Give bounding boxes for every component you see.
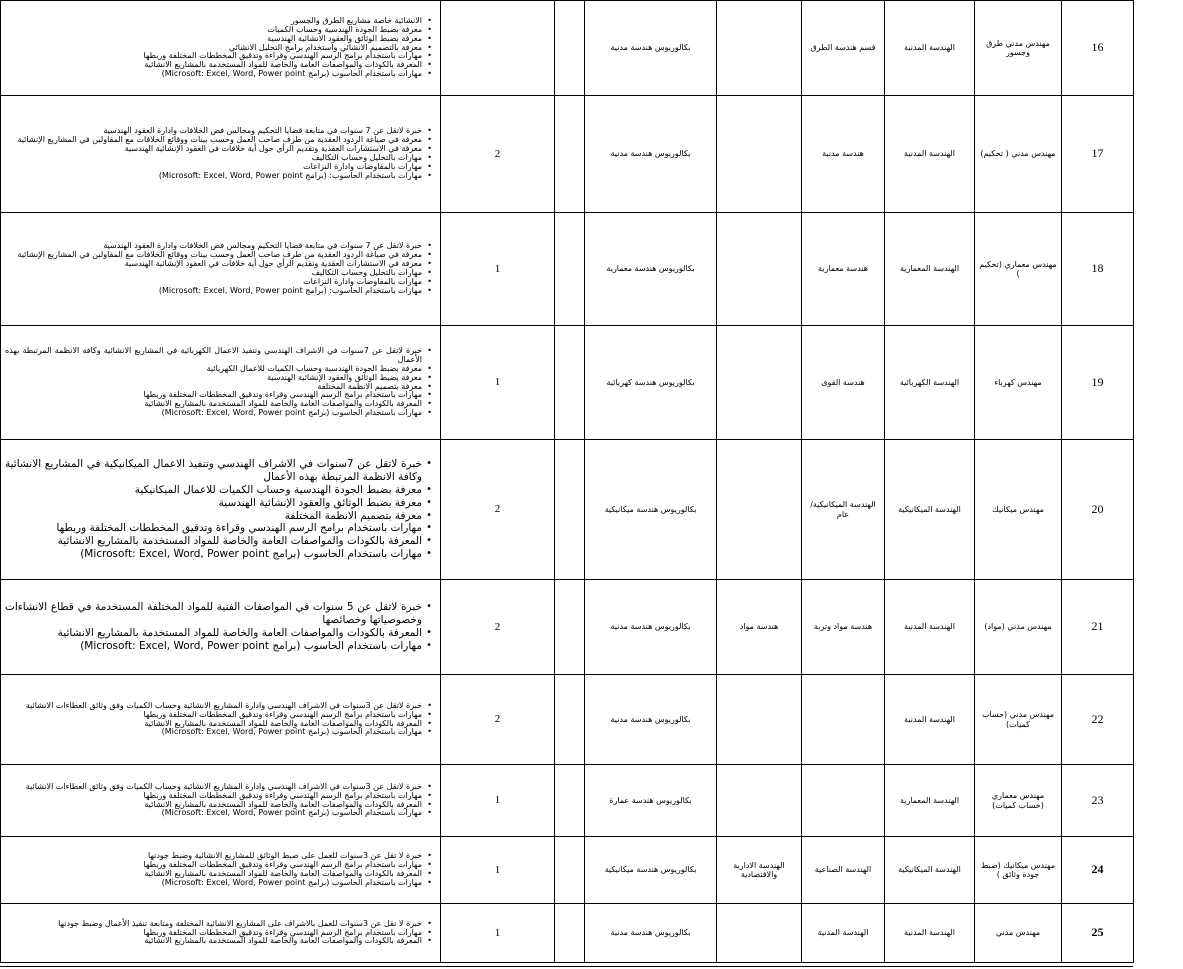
table-row xyxy=(1,440,1134,580)
degree-cell: بكالوريوس هندسة مدنية xyxy=(585,675,717,765)
page-bottom-rule xyxy=(0,966,1133,967)
empty-cell xyxy=(555,580,585,675)
requirements-cell xyxy=(1,675,441,765)
requirement-item: • معرفة بضبط الجودة الهندسية وحساب الكميات للاعمال الميكانيكية xyxy=(5,484,422,497)
degree-cell: بكالوريوس هندسة ميكانيكية xyxy=(585,440,717,580)
department-cell: الهندسة الكهربائية xyxy=(885,326,975,440)
department-cell: الهندسة الميكانيكية xyxy=(885,440,975,580)
requirement-item: • مهارات باستخدام الحاسوب: (برامج Microsoft: Excel, Word, Power point) xyxy=(5,287,422,296)
job-title-cell: مهندس مدني (مواد) xyxy=(975,580,1062,675)
table-row xyxy=(1,96,1134,213)
requirement-item: • مهارات باستخدام برامج الرسم الهندسي وقراءة وتدقيق المخططات المختلفة وربطها xyxy=(5,929,422,938)
job-title-cell: مهندس مدني ( تحكيم) xyxy=(975,96,1062,213)
requirement-item: • مهارات باستخدام الحاسوب (برامج Microsoft: Excel, Word, Power point) xyxy=(5,728,422,737)
requirements-list xyxy=(5,17,434,80)
requirement-item: • معرفة بالتصميم الانشائي واستخدام برامج التحليل الانشائي xyxy=(5,44,422,53)
requirements-list xyxy=(5,347,434,419)
job-title-cell: مهندس ميكانيك xyxy=(975,440,1062,580)
requirement-item: • خبرة لاتقل عن 5 سنوات في المواصفات الفنية للمواد المختلفة المستخدمة في قطاع الانشاءات وخصوصياتها وخصائصها xyxy=(5,601,422,627)
requirements-list xyxy=(5,601,434,652)
department-cell: الهندسة المدنية xyxy=(885,96,975,213)
job-title-cell: مهندس معماري (حساب كميات) xyxy=(975,765,1062,837)
degree-cell: بكالوريوس هندسة مدنية xyxy=(585,904,717,963)
degree-cell: بكالوريوس هندسة مدنية xyxy=(585,580,717,675)
vacancy-count-cell xyxy=(441,1,555,96)
department-cell: الهندسة المدنية xyxy=(885,904,975,963)
job-number-cell: 25 xyxy=(1062,904,1134,963)
job-title-cell: مهندس مدني طرق وجسور xyxy=(975,1,1062,96)
requirement-item: • مهارات بالتحليل وحساب التكاليف xyxy=(5,154,422,163)
table-row xyxy=(1,675,1134,765)
requirement-item: • المعرفة بالكودات والمواصفات العامة والخاصة للمواد المستخدمة بالمشاريع الانشائية xyxy=(5,720,422,729)
requirement-item: • معرفة بضبط الوثائق والعقود الإنشائية الهندسية xyxy=(5,374,422,383)
specialization-cell: الهندسة الصناعية xyxy=(802,837,885,904)
sub-specialization-cell xyxy=(717,440,802,580)
requirements-cell xyxy=(1,837,441,904)
requirement-item: • خبرة لاتقل عن 3سنوات في الاشراف الهندسي وادارة المشاريع الانشائية وحساب الكميات وفق وثائق العطاءات الانشائية xyxy=(5,783,422,792)
requirement-item: • المعرفة بالكودات والمواصفات العامة والخاصة للمواد المستخدمة بالمشاريع الانشائية xyxy=(5,61,422,70)
sub-specialization-cell xyxy=(717,213,802,326)
requirement-item: • معرفة بتصميم الانظمة المختلفة xyxy=(5,383,422,392)
job-title-cell: مهندس معماري (تحكيم ) xyxy=(975,213,1062,326)
empty-cell xyxy=(555,904,585,963)
specialization-cell: الهندسة المدنية xyxy=(802,904,885,963)
job-number-cell: 20 xyxy=(1062,440,1134,580)
table-row xyxy=(1,837,1134,904)
sub-specialization-cell xyxy=(717,904,802,963)
requirement-item: • مهارات باستخدام الحاسوب (برامج Microsoft: Excel, Word, Power point) xyxy=(5,409,422,418)
requirements-list xyxy=(5,242,434,296)
requirement-item: • المعرفة بالكودات والمواصفات العامة والخاصة للمواد المستخدمة بالمشاريع الانشائية xyxy=(5,937,422,946)
requirement-item: • معرفة بضبط الوثائق والعقود الإنشائية الهندسية xyxy=(5,497,422,510)
job-title-cell: مهندس ميكانيك (ضبط جودة وثائق ) xyxy=(975,837,1062,904)
sub-specialization-cell xyxy=(717,1,802,96)
empty-cell xyxy=(555,837,585,904)
specialization-cell: هندسة مواد وتربة xyxy=(802,580,885,675)
requirement-item: • المعرفة بالكودات والمواصفات العامة والخاصة للمواد المستخدمة بالمشاريع الانشائية xyxy=(5,400,422,409)
sub-specialization-cell xyxy=(717,675,802,765)
job-title-cell: مهندس مدني (حساب كميات) xyxy=(975,675,1062,765)
degree-cell: بكالوريوس هندسة مدنية xyxy=(585,1,717,96)
requirements-cell xyxy=(1,580,441,675)
requirements-list xyxy=(5,458,434,560)
vacancy-count-cell: 2 xyxy=(441,580,555,675)
requirement-item: • مهارات باستخدام الحاسوب (برامج Microsoft: Excel, Word, Power point) xyxy=(5,548,422,561)
specialization-cell: الهندسة الميكانيكية/عام xyxy=(802,440,885,580)
requirements-list xyxy=(5,852,434,888)
requirement-item: • معرفة بتصميم الانظمة المختلفة xyxy=(5,510,422,523)
requirement-item: • الانشائية خاصة مشاريع الطرق والجسور xyxy=(5,17,422,26)
requirement-item: • معرفة بضبط الجودة الهندسية وحساب الكميات للاعمال الكهربائية xyxy=(5,365,422,374)
job-number-cell: 22 xyxy=(1062,675,1134,765)
requirements-list xyxy=(5,127,434,181)
department-cell: الهندسة المدنية xyxy=(885,580,975,675)
vacancy-count-cell: 1 xyxy=(441,213,555,326)
vacancy-count-cell: 2 xyxy=(441,96,555,213)
empty-cell xyxy=(555,213,585,326)
requirement-item: • مهارات باستخدام برامج الرسم الهندسي وقراءة وتدقيق المخططات المختلفة وربطها xyxy=(5,52,422,61)
requirements-list xyxy=(5,702,434,738)
requirement-item: • معرفة بضبط الوثائق والعقود الانشائية الهندسية xyxy=(5,35,422,44)
specialization-cell: هندسة القوى xyxy=(802,326,885,440)
department-cell: الهندسة المعمارية xyxy=(885,213,975,326)
table-row xyxy=(1,213,1134,326)
requirement-item: • مهارات باستخدام الحاسوب (برامج Microsoft: Excel, Word, Power point) xyxy=(5,640,422,653)
requirement-item: • مهارات باستخدام برامج الرسم الهندسي وقراءة وتدقيق المخططات المختلفة وربطها xyxy=(5,861,422,870)
table-row xyxy=(1,765,1134,837)
requirement-item: • خبرة لاتقل عن 7 سنوات في متابعة قضايا التحكيم ومجالس فض الخلافات وادارة العقود الهندسية xyxy=(5,127,422,136)
requirement-item: • خبرة لاتقل عن 7سنوات في الاشراف الهندسي وتنفيذ الاعمال الميكانيكية في المشاريع الانشائية وكافة الانظمة المرتبطة بهذه الأعمال xyxy=(5,458,422,484)
specialization-cell xyxy=(802,765,885,837)
job-number-cell: 24 xyxy=(1062,837,1134,904)
degree-cell: بكالوريوس هندسة كهربائية xyxy=(585,326,717,440)
vacancy-count-cell: 1 xyxy=(441,904,555,963)
empty-cell xyxy=(555,326,585,440)
sub-specialization-cell xyxy=(717,326,802,440)
sub-specialization-cell xyxy=(717,96,802,213)
empty-cell xyxy=(555,96,585,213)
requirements-cell xyxy=(1,440,441,580)
vacancy-count-cell: 1 xyxy=(441,765,555,837)
requirements-cell xyxy=(1,1,441,96)
requirement-item: • المعرفة بالكودات والمواصفات العامة والخاصة للمواد المستخدمة بالمشاريع الانشائية xyxy=(5,627,422,640)
degree-cell: بكالوريوس هندسة معمارية xyxy=(585,213,717,326)
specialization-cell: هندسة مدنية xyxy=(802,96,885,213)
job-number-cell: 23 xyxy=(1062,765,1134,837)
job-number-cell: 17 xyxy=(1062,96,1134,213)
requirement-item: • مهارات باستخدام برامج الرسم الهندسي وقراءة وتدقيق المخططات المختلفة وربطها xyxy=(5,391,422,400)
requirement-item: • معرفة في صياغة الردود العقدية من طرف صاحب العمل وحسب بينات ووقائع الخلافات مع المقاولين في المشاريع الإنشائية xyxy=(5,251,422,260)
requirements-cell xyxy=(1,213,441,326)
empty-cell xyxy=(555,440,585,580)
requirement-item: • معرفة بضبط الجودة الهندسية وحساب الكميات xyxy=(5,26,422,35)
empty-cell xyxy=(555,675,585,765)
empty-cell xyxy=(555,765,585,837)
specialization-cell: هندسة معمارية xyxy=(802,213,885,326)
sub-specialization-cell: الهندسة الادارية والاقتصادية xyxy=(717,837,802,904)
requirements-list xyxy=(5,783,434,819)
requirement-item: • خبرة لاتقل عن 3سنوات في الاشراف الهندسي وادارة المشاريع الانشائية وحساب الكميات وفق وثائق العطاءات الانشائية xyxy=(5,702,422,711)
requirement-item: • خبرة لا تقل عن 3سنوات للعمل على ضبط الوثائق للمشاريع الانشائية وضبط جودتها xyxy=(5,852,422,861)
requirement-item: • معرفة في الاستشارات العقدية وتقديم الرأي حول أية خلافات في العقود الإنشائية الهندسية xyxy=(5,260,422,269)
department-cell: الهندسة المدنية xyxy=(885,1,975,96)
requirement-item: • مهارات بالمفاوضات وادارة النزاعات xyxy=(5,163,422,172)
vacancy-count-cell: 2 xyxy=(441,675,555,765)
degree-cell: بكالوريوس هندسة عمارة xyxy=(585,765,717,837)
requirements-cell xyxy=(1,904,441,963)
requirements-list xyxy=(5,920,434,947)
empty-cell xyxy=(555,1,585,96)
requirement-item: • مهارات بالتحليل وحساب التكاليف xyxy=(5,269,422,278)
requirement-item: • معرفة في الاستشارات العقدية وتقديم الرأي حول أية خلافات في العقود الإنشائية الهندسية xyxy=(5,145,422,154)
department-cell: الهندسة المدنية xyxy=(885,675,975,765)
job-title-cell: مهندس كهرباء xyxy=(975,326,1062,440)
requirement-item: • مهارات باستخدام الحاسوب (برامج Microsoft: Excel, Word, Power point) xyxy=(5,70,422,79)
vacancy-count-cell: 1 xyxy=(441,837,555,904)
department-cell: الهندسة المعمارية xyxy=(885,765,975,837)
requirement-item: • مهارات باستخدام الحاسوب (برامج Microsoft: Excel, Word, Power point) xyxy=(5,809,422,818)
table-row xyxy=(1,580,1134,675)
requirement-item: • مهارات باستخدام الحاسوب: (برامج Microsoft: Excel, Word, Power point) xyxy=(5,172,422,181)
requirement-item: • معرفة في صياغة الردود العقدية من طرف صاحب العمل وحسب بينات ووقائع الخلافات مع المقاولين في المشاريع الإنشائية xyxy=(5,136,422,145)
vacancy-count-cell: 1 xyxy=(441,326,555,440)
table-row xyxy=(1,1,1134,96)
requirement-item: • خبرة لاتقل عن 7 سنوات في متابعة قضايا التحكيم ومجالس فض الخلافات وادارة العقود الهندسية xyxy=(5,242,422,251)
specialization-cell: قسم هندسة الطرق xyxy=(802,1,885,96)
requirement-item: • المعرفة بالكودات والمواصفات العامة والخاصة للمواد المستخدمة بالمشاريع الانشائية xyxy=(5,535,422,548)
requirement-item: • خبرة لا تقل عن 3سنوات للعمل بالاشراف على المشاريع الانشائية المختلفة ومتابعة تنفيذ الأعمال وضبط جودتها xyxy=(5,920,422,929)
requirements-cell xyxy=(1,96,441,213)
department-cell: الهندسة الميكانيكية xyxy=(885,837,975,904)
degree-cell: بكالوريوس هندسة ميكانيكية xyxy=(585,837,717,904)
table-row xyxy=(1,904,1134,963)
requirements-cell xyxy=(1,326,441,440)
degree-cell: بكالوريوس هندسة مدنية xyxy=(585,96,717,213)
requirement-item: • مهارات باستخدام برامج الرسم الهندسي وقراءة وتدقيق المخططات المختلفة وربطها xyxy=(5,522,422,535)
sub-specialization-cell: هندسة مواد xyxy=(717,580,802,675)
job-title-cell: مهندس مدني xyxy=(975,904,1062,963)
requirement-item: • المعرفة بالكودات والمواصفات العامة والخاصة للمواد المستخدمة بالمشاريع الانشائية xyxy=(5,870,422,879)
job-number-cell: 16 xyxy=(1062,1,1134,96)
job-number-cell: 18 xyxy=(1062,213,1134,326)
requirements-cell xyxy=(1,765,441,837)
job-number-cell: 21 xyxy=(1062,580,1134,675)
requirement-item: • مهارات باستخدام برامج الرسم الهندسي وقراءة وتدقيق المخططات المختلفة وربطها xyxy=(5,711,422,720)
vacancy-count-cell: 2 xyxy=(441,440,555,580)
requirement-item: • مهارات باستخدام برامج الرسم الهندسي وقراءة وتدقيق المخططات المختلفة وربطها xyxy=(5,792,422,801)
requirement-item: • خبرة لاتقل عن 7سنوات في الاشراف الهندسي وتنفيذ الاعمال الكهربائية في المشاريع الانشائية وكافة الانظمة المرتبطة بهذه الأعمال xyxy=(5,347,422,365)
sub-specialization-cell xyxy=(717,765,802,837)
requirement-item: • مهارات بالمفاوضات وادارة النزاعات xyxy=(5,278,422,287)
requirement-item: • مهارات باستخدام الحاسوب (برامج Microsoft: Excel, Word, Power point) xyxy=(5,879,422,888)
requirement-item: • المعرفة بالكودات والمواصفات العامة والخاصة للمواد المستخدمة بالمشاريع الانشائية xyxy=(5,801,422,810)
job-number-cell: 19 xyxy=(1062,326,1134,440)
table-row xyxy=(1,326,1134,440)
specialization-cell xyxy=(802,675,885,765)
